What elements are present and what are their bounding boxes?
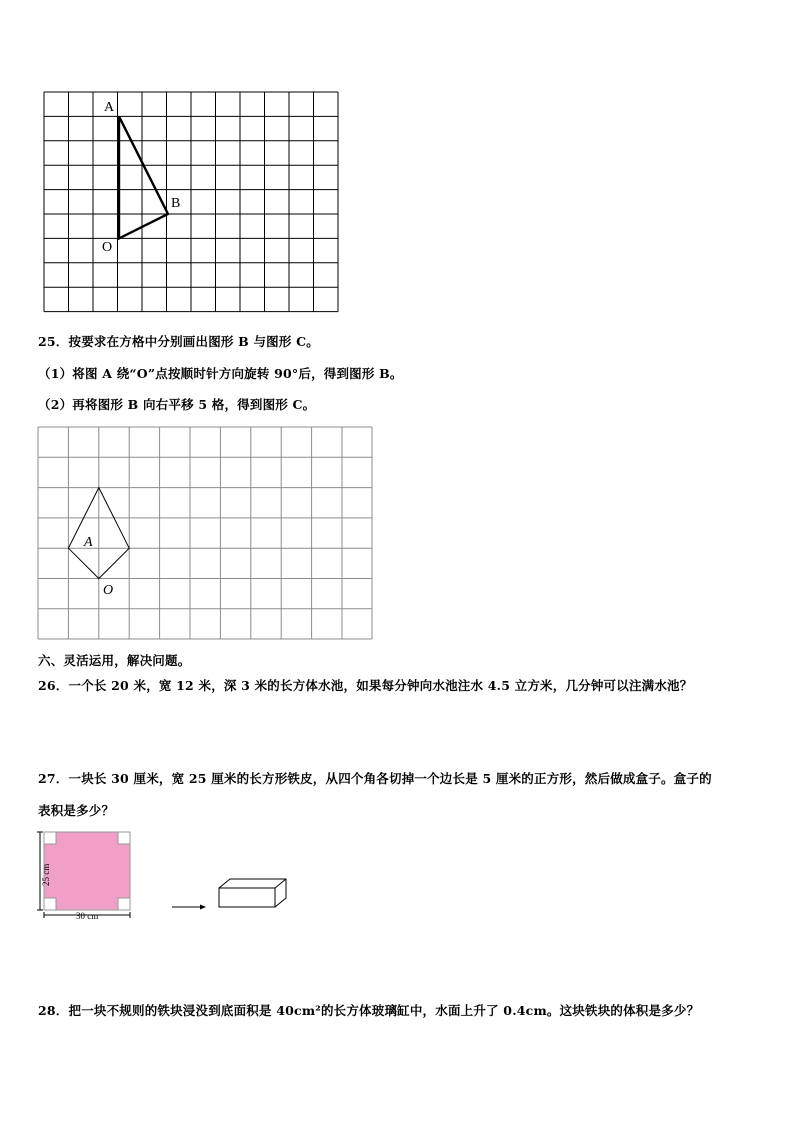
dim-label-height: 25 cm <box>41 863 51 886</box>
label-o: O <box>103 583 114 598</box>
q27-figure <box>36 826 296 922</box>
grid-lines <box>38 427 372 639</box>
box-drawing <box>219 879 286 907</box>
label-a: A <box>104 100 115 115</box>
label-o: O <box>102 240 113 255</box>
corner-square <box>44 832 56 844</box>
q28-text: 28．把一块不规则的铁块浸没到底面积是 40cm²的长方体玻璃缸中，水面上升了 0.4cm。这块铁块的体积是多少？ <box>38 1003 700 1018</box>
q26-text: 26．一个长 20 米，宽 12 米，深 3 米的长方体水池，如果每分钟向水池注水 4.5 立方米，几分钟可以注满水池？ <box>38 678 693 693</box>
q25-title: 25．按要求在方格中分别画出图形 B 与图形 C。 <box>38 334 319 349</box>
q27-text-line2: 表积是多少？ <box>38 803 115 818</box>
label-b: B <box>171 196 181 211</box>
section6-title: 六、灵活运用，解决问题。 <box>38 653 191 668</box>
q27-text-line1: 27．一块长 30 厘米，宽 25 厘米的长方形铁皮，从四个角各切掉一个边长是 5 厘米的正方形，然后做成盒子。盒子的 <box>38 771 712 786</box>
dim-label-width: 30 cm <box>76 911 99 921</box>
grid-triangle-figure <box>40 88 342 316</box>
corner-square <box>118 832 130 844</box>
q25-step2: （2）再将图形 B 向右平移 5 格，得到图形 C。 <box>38 397 316 412</box>
corner-square <box>118 898 130 910</box>
grid-lines <box>44 92 338 312</box>
arrow-head <box>200 905 206 910</box>
corner-square <box>44 898 56 910</box>
triangle-aob <box>119 116 168 238</box>
q25-step1: （1）将图 A 绕“O”点按顺时针方向旋转 90°后，得到图形 B。 <box>38 366 403 381</box>
label-a: A <box>84 535 93 550</box>
grid-kite-figure <box>36 425 376 642</box>
sheet-with-cut-corners <box>44 832 130 910</box>
